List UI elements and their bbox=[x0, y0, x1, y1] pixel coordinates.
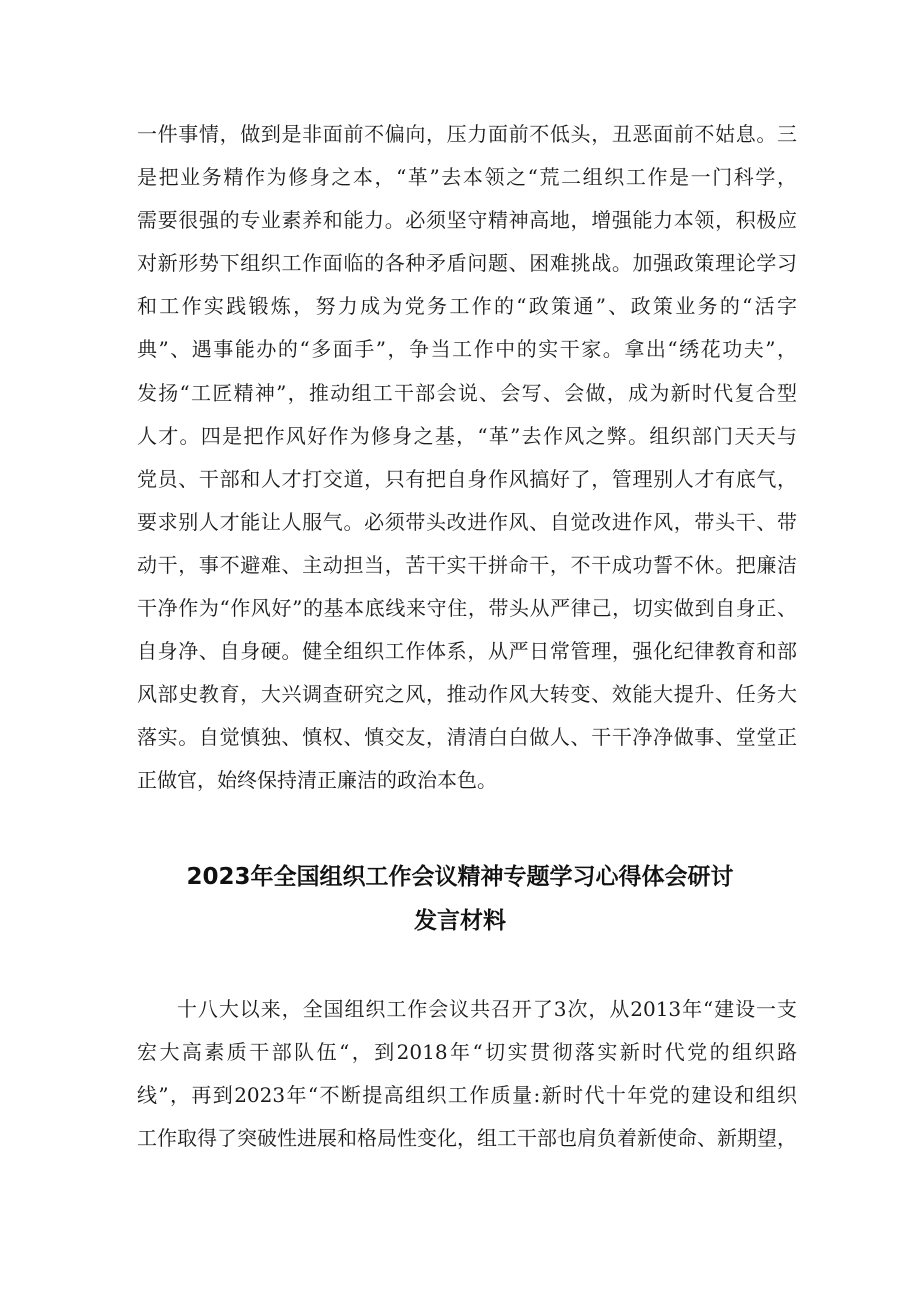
text-line: 动干，事不避难、主动担当，苦干实干拼命干，不干成功誓不休。把廉洁 bbox=[137, 553, 797, 577]
text-line: 对新形势下组织工作面临的各种矛盾问题、困难挑战。加强政策理论学习 bbox=[137, 251, 797, 275]
text-line: 要求别人才能让人服气。必须带头改进作风、自觉改进作风，带头干、带 bbox=[137, 510, 797, 534]
text-line: 落实。自觉慎独、慎权、慎交友，清清白白做人、干干净净做事、堂堂正 bbox=[137, 725, 797, 749]
document-title-line-1: 2023年全国组织工作会议精神专题学习心得体会研讨 bbox=[186, 864, 734, 890]
text-line: 线”，再到2023年“不断提高组织工作质量:新时代十年党的建设和组织 bbox=[137, 1083, 797, 1107]
text-line: 人才。四是把作风好作为修身之基，“革”去作风之弊。组织部门天天与 bbox=[137, 424, 797, 448]
text-line: 正做官，始终保持清正廉洁的政治本色。 bbox=[137, 768, 497, 792]
text-line: 发扬“工匠精神”，推动组工干部会说、会写、会做，成为新时代复合型 bbox=[137, 381, 797, 405]
document-title-line-2: 发言材料 bbox=[414, 908, 506, 934]
text-line: 自身净、自身硬。健全组织工作体系，从严日常管理，强化纪律教育和部 bbox=[137, 639, 797, 663]
text-line: 党员、干部和人才打交道，只有把自身作风搞好了，管理别人才有底气， bbox=[137, 467, 797, 491]
text-line: 一件事情，做到是非面前不偏向，压力面前不低头，丑恶面前不姑息。三 bbox=[137, 122, 797, 146]
text-line: 需要很强的专业素养和能力。必须坚守精神高地，增强能力本领，积极应 bbox=[137, 208, 797, 232]
text-line: 宏大高素质干部队伍“，到2018年“切实贯彻落实新时代党的组织路 bbox=[137, 1040, 797, 1064]
text-line: 干净作为“作风好”的基本底线来守住，带头从严律己，切实做到自身正、 bbox=[137, 596, 797, 620]
text-line: 十八大以来，全国组织工作会议共召开了3次，从2013年“建设一支 bbox=[177, 997, 797, 1021]
text-line: 是把业务精作为修身之本，“革”去本领之“荒二组织工作是一门科学， bbox=[137, 165, 797, 189]
text-line: 典”、遇事能办的“多面手”，争当工作中的实干家。拿出“绣花功夫”， bbox=[137, 337, 797, 361]
text-line: 工作取得了突破性进展和格局性变化，组工干部也肩负着新使命、新期望， bbox=[137, 1126, 797, 1150]
text-line: 和工作实践锻炼，努力成为党务工作的“政策通”、政策业务的“活字 bbox=[137, 294, 797, 318]
text-line: 风部史教育，大兴调查研究之风，推动作风大转变、效能大提升、任务大 bbox=[137, 682, 797, 706]
